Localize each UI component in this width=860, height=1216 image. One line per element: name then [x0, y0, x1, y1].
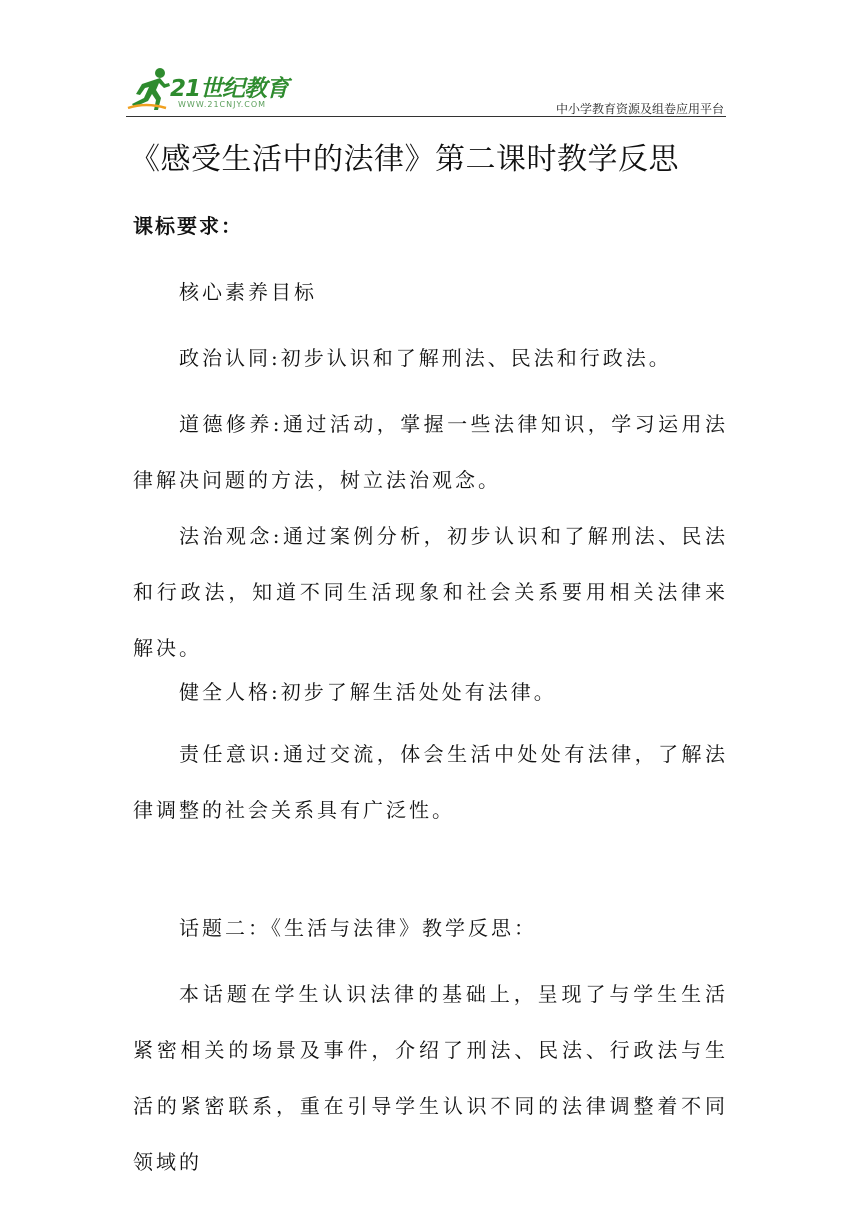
- paragraph-topic-two-body: 本话题在学生认识法律的基础上，呈现了与学生生活紧密相关的场景及事件，介绍了刑法、民法、行政法与生活的紧密联系，重在引导学生认识不同的法律调整着不同领域的: [133, 982, 728, 1174]
- paragraph-core-literacy: 核心素养目标: [179, 280, 317, 304]
- platform-tagline: 中小学教育资源及组卷应用平台: [555, 102, 724, 116]
- logo-text: 21世纪教育: [170, 76, 289, 102]
- runner-icon: [126, 64, 174, 114]
- section-heading: 课标要求：: [133, 214, 243, 238]
- paragraph-topic-two-heading: 话题二：《生活与法律》教学反思：: [179, 916, 537, 940]
- paragraph-responsibility: 责任意识:通过交流，体会生活中处处有法律，了解法律调整的社会关系具有广泛性。: [133, 742, 728, 822]
- logo: [126, 64, 296, 114]
- page-header: [126, 64, 726, 118]
- header-divider: [126, 116, 726, 117]
- logo-url: WWW.21CNJY.COM: [178, 100, 267, 109]
- document-title: 《感受生活中的法律》第二课时教学反思: [130, 142, 679, 177]
- paragraph-personality: 健全人格:初步了解生活处处有法律。: [179, 680, 557, 704]
- paragraph-political-identity: 政治认同:初步认识和了解刑法、民法和行政法。: [179, 346, 672, 370]
- paragraph-moral-cultivation: 道德修养:通过活动，掌握一些法律知识，学习运用法律解决问题的方法，树立法治观念。: [133, 412, 728, 492]
- paragraph-rule-of-law: 法治观念:通过案例分析，初步认识和了解刑法、民法和行政法，知道不同生活现象和社会关系要用相关法律来解决。: [133, 524, 728, 660]
